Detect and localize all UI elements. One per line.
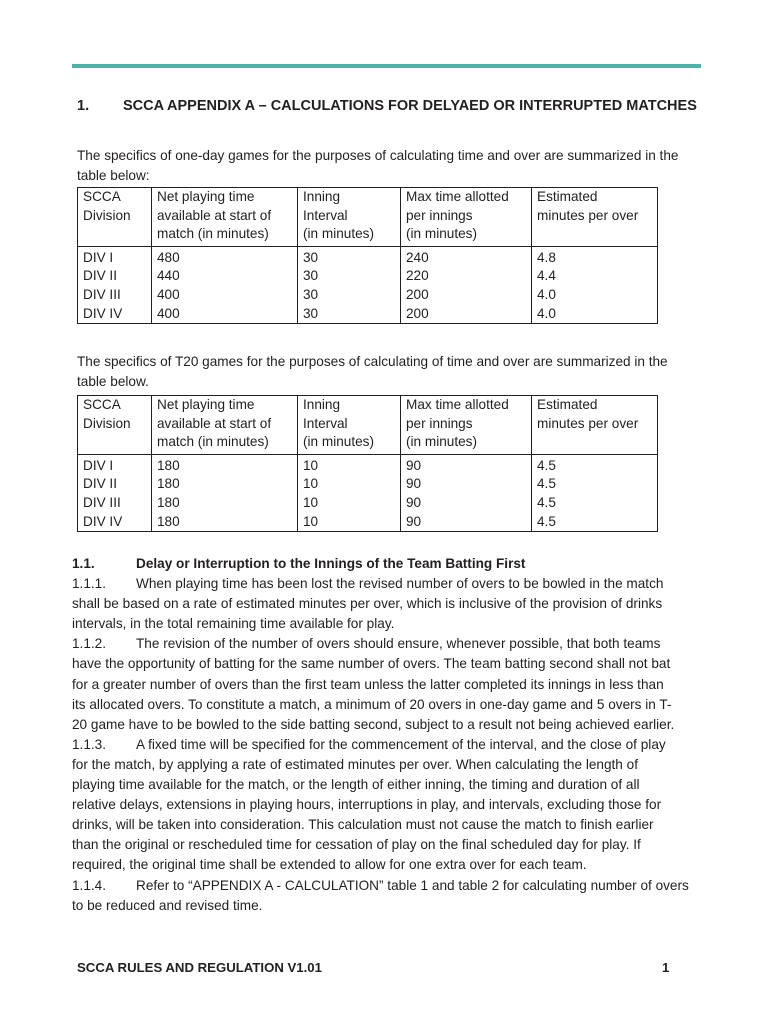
header-cell: Max time allotted per innings (in minutes)	[401, 396, 532, 455]
table-row	[78, 305, 658, 324]
clause-line: than the original or rescheduled time for cessation of play on the final scheduled day for play. If	[72, 837, 641, 853]
clause-line: 20 game have to be bowled to the side batting second, subject to a result not being achieved earlier.	[72, 716, 675, 732]
table-cell: DIV IV	[78, 513, 152, 532]
table-row	[78, 454, 658, 475]
table-cell: DIV I	[78, 246, 152, 267]
table-cell: 180	[152, 475, 298, 494]
t20-specs-table	[77, 395, 658, 532]
table-row	[78, 267, 658, 286]
table-cell: DIV II	[78, 267, 152, 286]
table-row	[78, 494, 658, 513]
odi-intro-line: The specifics of one-day games for the purposes of calculating time and over are summarized in the	[77, 148, 679, 163]
table-cell: 4.8	[532, 246, 658, 267]
table-cell: 440	[152, 267, 298, 286]
clause-line: its allocated overs. To constitute a match, a minimum of 20 overs in one-day game and 5 overs in T-	[72, 696, 672, 712]
header-cell: Inning Interval (in minutes)	[298, 188, 401, 247]
clause-line: 1.1.1. When playing time has been lost the revised number of overs to be bowled in the match	[72, 576, 664, 592]
table-cell: 4.5	[532, 454, 658, 475]
clause-line: shall be based on a rate of estimated minutes per over, which is inclusive of the provision of drinks	[72, 596, 663, 612]
header-cell: Max time allotted per innings (in minutes)	[401, 188, 532, 247]
table-cell: 30	[298, 246, 401, 267]
table-cell: 10	[298, 454, 401, 475]
t20-intro-line: The specifics of T20 games for the purposes of calculating of time and over are summarized in the	[77, 354, 668, 369]
footer-document-title: SCCA RULES AND REGULATION V1.01	[77, 960, 322, 975]
table-cell: 90	[401, 454, 532, 475]
table-cell: 90	[401, 494, 532, 513]
clause-line: drinks, will be taken into consideration. This calculation must not cause the match to finish earlier	[72, 817, 654, 833]
t20-intro-paragraph	[77, 352, 699, 391]
table-cell: 400	[152, 286, 298, 305]
odi-intro-paragraph	[77, 146, 699, 185]
table-cell: 4.0	[532, 305, 658, 324]
table-cell: 4.5	[532, 513, 658, 532]
table-cell: 240	[401, 246, 532, 267]
table-row	[78, 286, 658, 305]
table-cell: 10	[298, 513, 401, 532]
t20-intro-line: table below.	[77, 373, 149, 389]
header-cell: Net playing time available at start of match (in minutes)	[152, 188, 298, 247]
table-cell: 90	[401, 475, 532, 494]
table-cell: 30	[298, 267, 401, 286]
table-cell: 180	[152, 513, 298, 532]
header-cell: SCCA Division	[78, 188, 152, 247]
table-cell: 200	[401, 305, 532, 324]
header-cell: Net playing time available at start of match (in minutes)	[152, 396, 298, 455]
table-cell: 180	[152, 494, 298, 513]
table-cell: DIV III	[78, 286, 152, 305]
clause-line: required, the original time shall be extended to allow for one extra over for each team.	[72, 857, 587, 873]
table-cell: 10	[298, 475, 401, 494]
clause-line: relative delays, extensions in playing hours, interruptions in play, and intervals, excluding those for	[72, 797, 662, 813]
table-cell: 220	[401, 267, 532, 286]
table-cell: 30	[298, 305, 401, 324]
table-cell: 4.0	[532, 286, 658, 305]
clause-line: to be reduced and revised time.	[72, 897, 263, 913]
header-rule	[72, 64, 701, 68]
table-row	[78, 246, 658, 267]
table-cell: 10	[298, 494, 401, 513]
header-cell: Inning Interval (in minutes)	[298, 396, 401, 455]
table-cell: 480	[152, 246, 298, 267]
table-cell: 4.4	[532, 267, 658, 286]
clause-line: 1.1.3. A fixed time will be specified for the commencement of the interval, and the close of play	[72, 736, 666, 752]
delay-interruption-section	[72, 554, 712, 916]
table-cell: 4.5	[532, 475, 658, 494]
table-cell: DIV IV	[78, 305, 152, 324]
clause-line: playing time available for the match, or the length of either inning, the timing and duration of all	[72, 777, 640, 793]
table-cell: 200	[401, 286, 532, 305]
heading-title: SCCA APPENDIX A – CALCULATIONS FOR DELYAED OR INTERRUPTED MATCHES	[123, 98, 697, 114]
table-cell: 400	[152, 305, 298, 324]
table-row	[78, 475, 658, 494]
table-cell: DIV III	[78, 494, 152, 513]
table-cell: 30	[298, 286, 401, 305]
clause-line: for a greater number of overs than the first team unless the latter completed its innings in less than	[72, 676, 664, 692]
clause-line: intervals, in the total remaining time available for play.	[72, 616, 395, 632]
heading-number: 1.	[77, 98, 90, 114]
table-cell: DIV I	[78, 454, 152, 475]
header-cell: Estimated minutes per over	[532, 396, 658, 455]
header-cell: SCCA Division	[78, 396, 152, 455]
clause-line: for the match, by applying a rate of estimated minutes per over. When calculating the length of	[72, 756, 638, 772]
table-header-row	[78, 396, 658, 455]
footer-page-number: 1	[662, 960, 670, 975]
clause-line: 1.1.2. The revision of the number of overs should ensure, whenever possible, that both teams	[72, 636, 661, 652]
subsection-heading: 1.1. Delay or Interruption to the Innings of the Team Batting First	[72, 556, 526, 571]
clause-line: 1.1.4. Refer to “APPENDIX A - CALCULATION” table 1 and table 2 for calculating number of overs	[72, 877, 689, 893]
header-cell: Estimated minutes per over	[532, 188, 658, 247]
section-heading	[77, 98, 707, 114]
clause-line: have the opportunity of batting for the same number of overs. The team batting second shall not bat	[72, 656, 671, 672]
table-cell: 90	[401, 513, 532, 532]
table-row	[78, 513, 658, 532]
table-cell: DIV II	[78, 475, 152, 494]
table-cell: 180	[152, 454, 298, 475]
table-header-row	[78, 188, 658, 247]
odi-intro-line: table below:	[77, 167, 150, 183]
odi-specs-table	[77, 187, 658, 324]
table-cell: 4.5	[532, 494, 658, 513]
